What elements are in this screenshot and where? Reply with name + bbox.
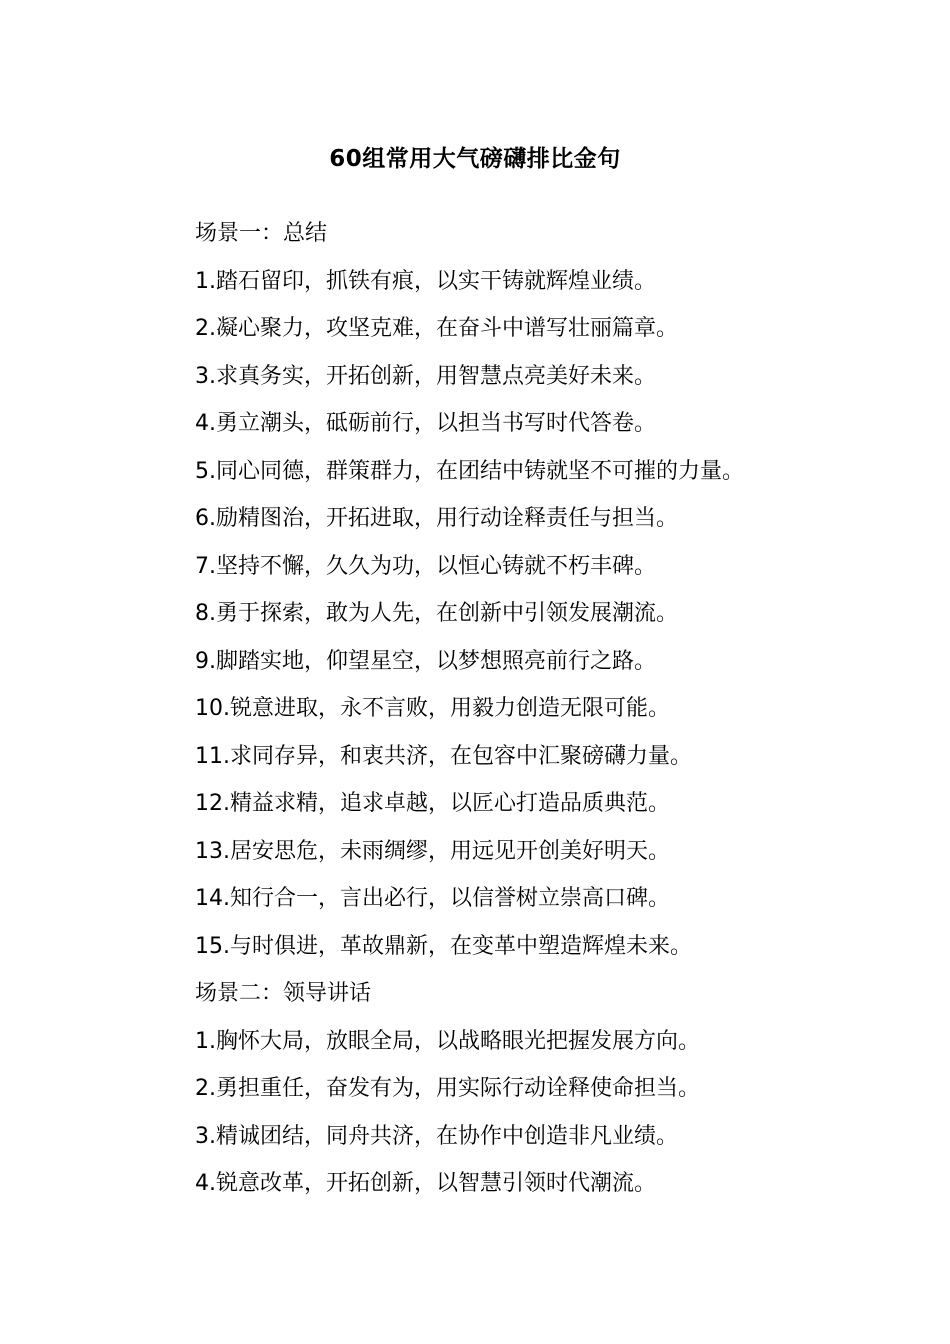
list-item: 1.踏石留印，抓铁有痕，以实干铸就辉煌业绩。 <box>195 268 656 294</box>
section-heading: 场景二：领导讲话 <box>195 981 372 1006</box>
list-item: 2.凝心聚力，攻坚克难，在奋斗中谱写壮丽篇章。 <box>195 316 678 341</box>
document-body <box>195 216 915 1214</box>
list-item: 15.与时俱进，革故鼎新，在变革中塑造辉煌未来。 <box>195 933 692 959</box>
list-item: 12.精益求精，追求卓越，以匠心打造品质典范。 <box>195 791 670 816</box>
list-item: 13.居安思危，未雨绸缪，用远见开创美好明天。 <box>195 838 670 864</box>
list-item: 3.精诚团结，同舟共济，在协作中创造非凡业绩。 <box>195 1123 678 1149</box>
list-item: 4.勇立潮头，砥砺前行，以担当书写时代答卷。 <box>195 411 656 436</box>
section-heading: 场景一：总结 <box>195 221 328 246</box>
list-item: 8.勇于探索，敢为人先，在创新中引领发展潮流。 <box>195 601 678 626</box>
list-item: 1.胸怀大局，放眼全局，以战略眼光把握发展方向。 <box>195 1028 700 1054</box>
list-item: 14.知行合一，言出必行，以信誉树立崇高口碑。 <box>195 886 670 911</box>
page-title: 60组常用大气磅礴排比金句 <box>329 146 621 172</box>
list-item: 4.锐意改革，开拓创新，以智慧引领时代潮流。 <box>195 1171 656 1196</box>
list-item: 11.求同存异，和衷共济，在包容中汇聚磅礴力量。 <box>195 743 692 769</box>
list-item: 3.求真务实，开拓创新，用智慧点亮美好未来。 <box>195 363 656 389</box>
list-item: 7.坚持不懈，久久为功，以恒心铸就不朽丰碑。 <box>195 553 656 579</box>
list-item: 5.同心同德，群策群力，在团结中铸就坚不可摧的力量。 <box>195 458 744 484</box>
list-item: 6.励精图治，开拓进取，用行动诠释责任与担当。 <box>195 506 678 531</box>
list-item: 10.锐意进取，永不言败，用毅力创造无限可能。 <box>195 696 670 721</box>
list-item: 2.勇担重任，奋发有为，用实际行动诠释使命担当。 <box>195 1076 700 1101</box>
list-item: 9.脚踏实地，仰望星空，以梦想照亮前行之路。 <box>195 648 656 674</box>
